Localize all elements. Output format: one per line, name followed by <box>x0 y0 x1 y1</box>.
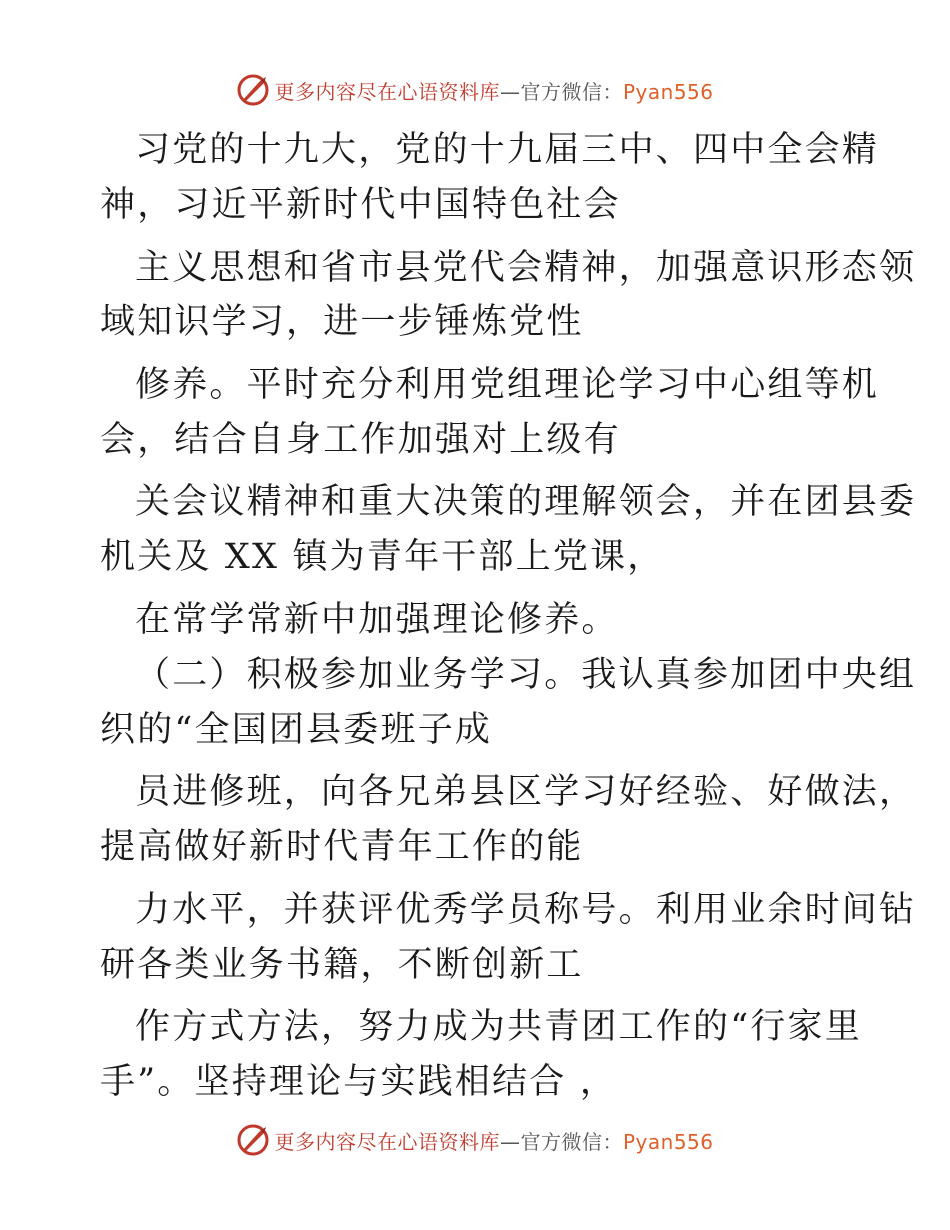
body-line: 在常学常新中加强理论修养。 <box>135 600 619 640</box>
body-line: 员进修班，向各兄弟县区学习好经验、好做法， <box>135 772 917 812</box>
banner-site-name: 更多内容尽在心语资料库 <box>274 1129 500 1154</box>
body-line: 习党的十九大，党的十九届三中、四中全会精 <box>135 130 880 170</box>
body-line: （二）积极参加业务学习。我认真参加团中央组 <box>135 655 917 695</box>
body-line: 机关及 XX 镇为青年干部上党课， <box>100 537 665 577</box>
body-line: 关会议精神和重大决策的理解领会，并在团县委 <box>135 482 917 522</box>
banner-wechat-id: Pyan556 <box>622 1129 714 1154</box>
body-line: 主义思想和省市县党代会精神，加强意识形态领 <box>135 248 917 288</box>
body-line: 作方式方法，努力成为共青团工作的“行家里 <box>135 1007 862 1047</box>
footer-banner <box>0 1118 950 1162</box>
header-banner <box>0 68 950 112</box>
body-line: 手”。坚持理论与实践相结合 ， <box>100 1062 618 1102</box>
body-line: 研各类业务书籍，不断创新工 <box>100 945 584 985</box>
body-line: 力水平，并获评优秀学员称号。利用业余时间钻 <box>135 890 917 930</box>
banner-site-name: 更多内容尽在心语资料库 <box>274 79 500 104</box>
banner-text <box>274 76 713 105</box>
banner-text <box>274 1126 713 1155</box>
body-line: 神，习近平新时代中国特色社会 <box>100 185 621 225</box>
body-line: 提高做好新时代青年工作的能 <box>100 827 584 867</box>
body-line: 会，结合自身工作加强对上级有 <box>100 420 621 460</box>
body-line: 织的“全国团县委班子成 <box>100 710 493 750</box>
quill-logo-icon <box>236 73 270 107</box>
banner-wechat-label: —官方微信： <box>499 79 623 104</box>
body-line: 修养。平时充分利用党组理论学习中心组等机 <box>135 365 880 405</box>
body-line: 域知识学习，进一步锤炼党性 <box>100 302 584 342</box>
banner-wechat-label: —官方微信： <box>499 1129 623 1154</box>
quill-logo-icon <box>236 1123 270 1157</box>
banner-wechat-id: Pyan556 <box>622 79 714 104</box>
